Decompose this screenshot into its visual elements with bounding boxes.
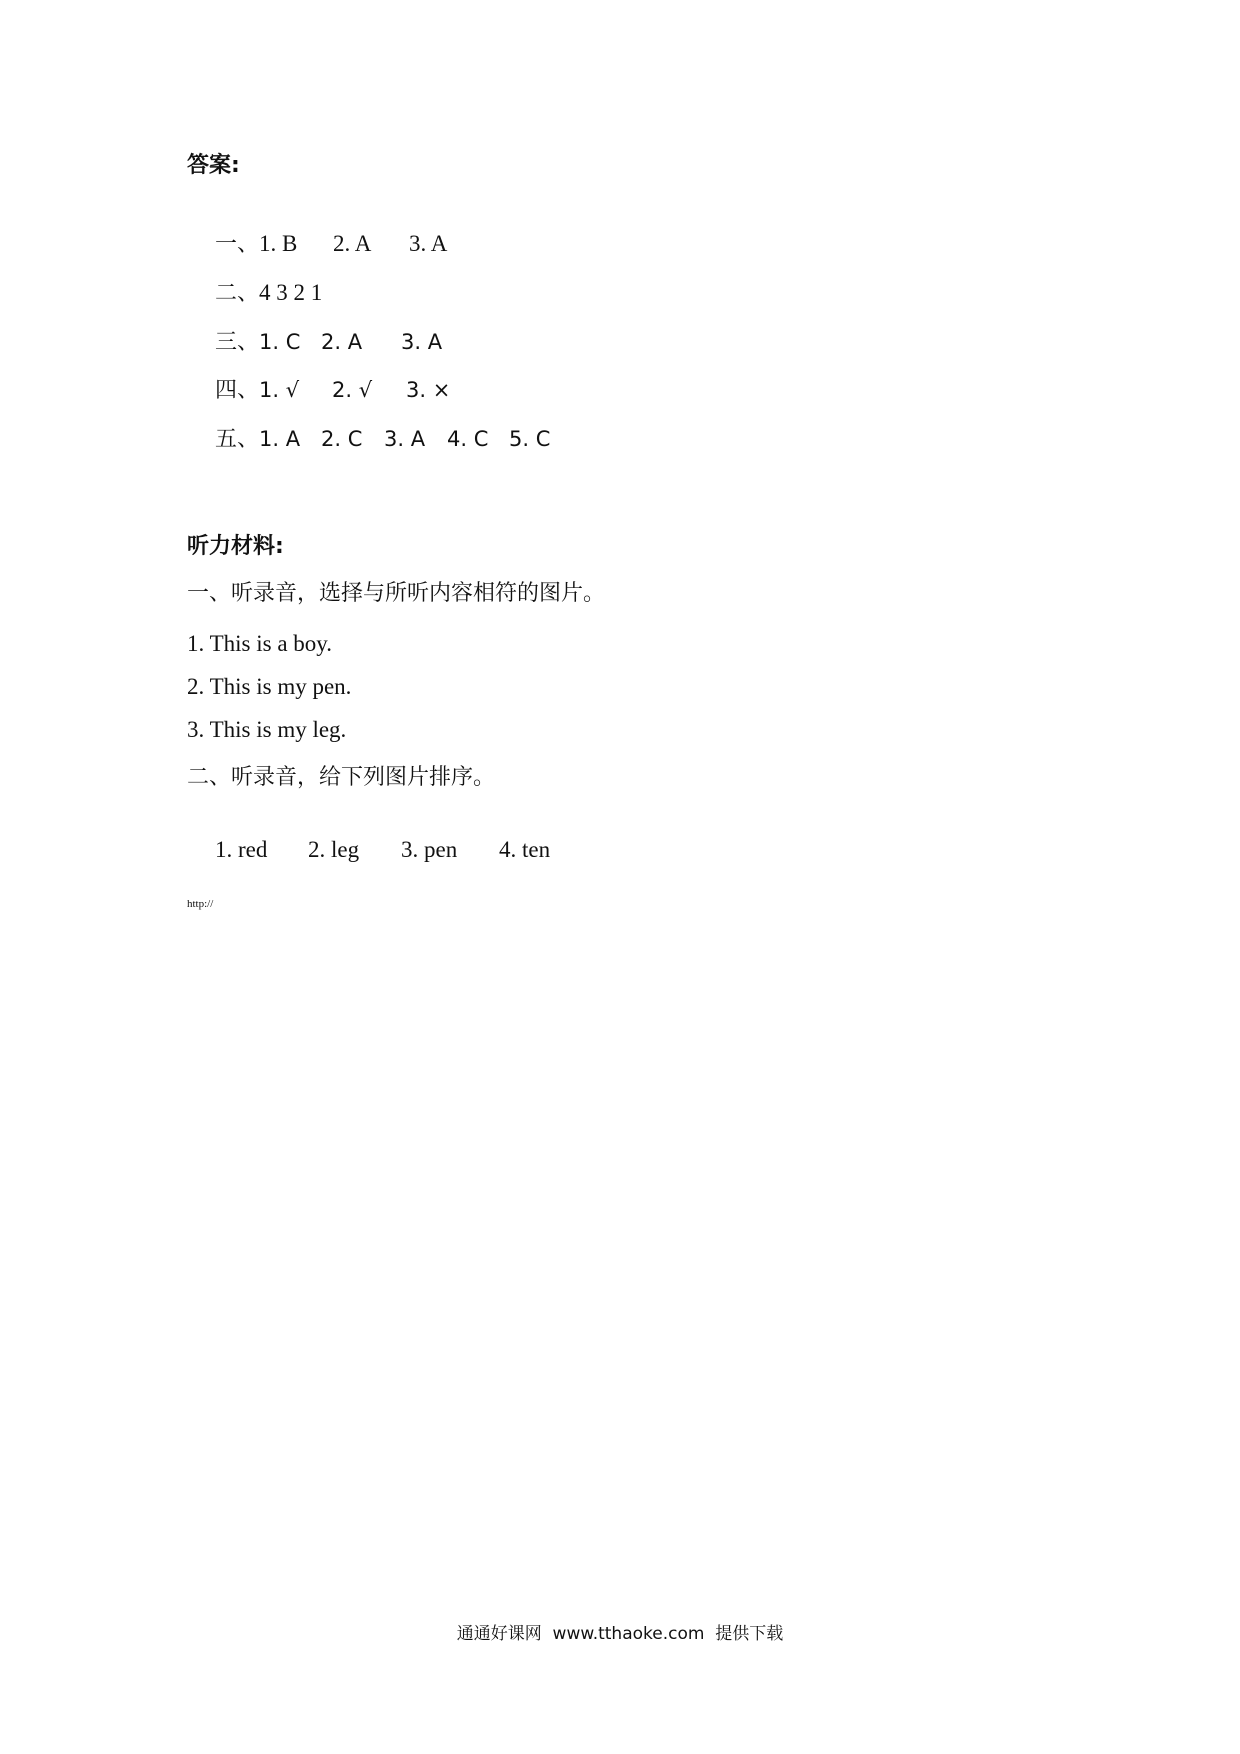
- listening-section-2-items: [187, 808, 550, 893]
- answer-row-1-item-1: 1. B: [259, 231, 298, 256]
- listening-section-1-item-2: 2. This is my pen.: [187, 674, 352, 699]
- answer-row-3-item-1: 1. C: [259, 330, 301, 354]
- answer-row-3-item-3: 3. A: [401, 330, 443, 354]
- listening-section-2-item-1: 1. red: [214, 837, 268, 862]
- answer-row-5-item-2: 2. C: [321, 427, 363, 451]
- answer-row-4-prefix: 四、: [214, 378, 259, 403]
- answer-row-1-prefix: 一、: [214, 232, 259, 257]
- answer-row-5-item-5: 5. C: [509, 427, 551, 451]
- answer-row-1-item-2: 2. A: [333, 231, 372, 256]
- listening-heading: 听力材料:: [187, 534, 284, 559]
- answer-row-2-item-1: 4 3 2 1: [259, 280, 323, 305]
- listening-section-2-title: 二、听录音，给下列图片排序。: [187, 765, 496, 790]
- listening-section-1-item-3: 3. This is my leg.: [187, 717, 347, 742]
- listening-section-2-item-2: 2. leg: [307, 837, 360, 862]
- answer-row-5-item-1: 1. A: [259, 427, 301, 451]
- answer-row-3-prefix: 三、: [214, 330, 259, 355]
- listening-section-1-title: 一、听录音，选择与所听内容相符的图片。: [187, 581, 606, 606]
- answer-row-2-prefix: 二、: [214, 281, 259, 306]
- answer-row-5-item-3: 3. A: [384, 427, 426, 451]
- answer-row-5-prefix: 五、: [214, 427, 259, 452]
- answer-row-4-item-1: 1. √: [259, 378, 300, 402]
- answer-row-5: [187, 397, 550, 482]
- listening-section-2-item-3: 3. pen: [400, 837, 458, 862]
- answers-heading: 答案:: [187, 153, 240, 178]
- answer-row-1-item-3: 3. A: [409, 231, 448, 256]
- answer-row-4-item-3: 3. ×: [406, 378, 451, 402]
- small-url-text: http://: [187, 898, 214, 910]
- listening-section-2-item-4: 4. ten: [498, 837, 551, 862]
- footer-text: 通通好课网 www.tthaoke.com 提供下载: [456, 1624, 784, 1644]
- answer-row-4-item-2: 2. √: [332, 378, 373, 402]
- answer-row-5-item-4: 4. C: [447, 427, 489, 451]
- listening-section-1-item-1: 1. This is a boy.: [187, 631, 333, 656]
- answer-row-3-item-2: 2. A: [321, 330, 363, 354]
